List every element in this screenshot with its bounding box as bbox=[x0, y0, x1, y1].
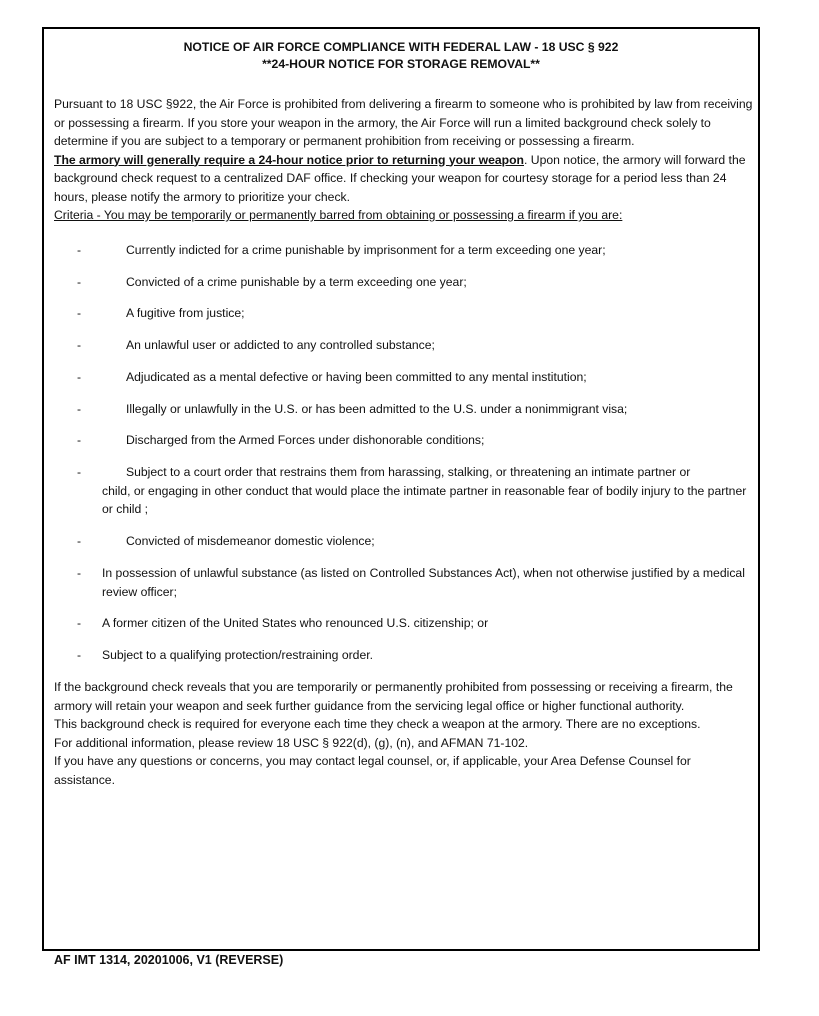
criteria-text: Subject to a court order that restrains them from harassing, stalking, or threatening an intimate partner or bbox=[126, 465, 691, 479]
criteria-text: Illegally or unlawfully in the U.S. or has been admitted to the U.S. under a nonimmigrant visa; bbox=[126, 402, 628, 416]
bullet-dash: - bbox=[77, 465, 82, 479]
notice-paragraph bbox=[54, 151, 754, 207]
bullet-dash: - bbox=[77, 275, 82, 289]
bullet-dash: - bbox=[77, 306, 82, 320]
criteria-text: Subject to a qualifying protection/restraining order. bbox=[102, 648, 373, 662]
criteria-text: A former citizen of the United States who renounced U.S. citizenship; or bbox=[102, 616, 489, 630]
notice-bold: The armory will generally require a 24-hour notice prior to returning your weapon bbox=[54, 152, 524, 167]
bullet-dash: - bbox=[77, 566, 82, 580]
criteria-text: Adjudicated as a mental defective or having been committed to any mental institution; bbox=[126, 370, 587, 384]
bullet-dash: - bbox=[77, 370, 82, 384]
criteria-heading: Criteria - You may be temporarily or permanently barred from obtaining or possessing a firearm if you are: bbox=[54, 208, 623, 222]
criteria-text: Convicted of misdemeanor domestic violence; bbox=[126, 534, 375, 548]
closing-paragraph: If the background check reveals that you are temporarily or permanently prohibited from possessing or receiving a firearm, the armory will retain your weapon and seek further guidance from the servicing legal office or higher functional authority. bbox=[54, 680, 733, 713]
intro-block bbox=[54, 95, 754, 225]
bullet-dash: - bbox=[77, 338, 82, 352]
form-frame bbox=[42, 27, 760, 951]
form-footer-id: AF IMT 1314, 20201006, V1 (REVERSE) bbox=[54, 953, 284, 967]
intro-paragraph: Pursuant to 18 USC §922, the Air Force is prohibited from delivering a firearm to someone who is prohibited by law from receiving or possessing a firearm. If you store your weapon in the armory, the Air Force will run a limited background check solely to determine if you are subject to a temporary or permanent prohibition from receiving or possessing a firearm. bbox=[54, 97, 753, 148]
bullet-dash: - bbox=[77, 243, 82, 257]
bullet-dash: - bbox=[77, 616, 82, 630]
notice-rest: . Upon notice, the armory will forward the background check request to a centralized DAF office. If checking your weapon for courtesy storage for a period less than 24 hours, please notify the armory to prioritize your check. bbox=[54, 152, 746, 204]
criteria-text-continued: child, or engaging in other conduct that would place the intimate partner in reasonable fear of bodily injury to the partner or child ; bbox=[102, 483, 747, 516]
bullet-dash: - bbox=[77, 433, 82, 447]
form-title: NOTICE OF AIR FORCE COMPLIANCE WITH FEDERAL LAW - 18 USC § 922 bbox=[183, 40, 619, 54]
bullet-dash: - bbox=[77, 648, 82, 662]
criteria-text: An unlawful user or addicted to any controlled substance; bbox=[126, 338, 435, 352]
closing-paragraph: For additional information, please review 18 USC § 922(d), (g), (n), and AFMAN 71-102. bbox=[54, 735, 529, 750]
bullet-dash: - bbox=[77, 534, 82, 548]
form-subtitle: **24-HOUR NOTICE FOR STORAGE REMOVAL** bbox=[262, 57, 540, 71]
criteria-text: In possession of unlawful substance (as listed on Controlled Substances Act), when not otherwise justified by a medical review officer; bbox=[102, 566, 745, 599]
closing-block bbox=[54, 678, 754, 789]
criteria-text: A fugitive from justice; bbox=[126, 306, 245, 320]
closing-paragraph: This background check is required for everyone each time they check a weapon at the armory. There are no exceptions. bbox=[54, 717, 701, 731]
closing-paragraph: If you have any questions or concerns, you may contact legal counsel, or, if applicable, your Area Defense Counsel for assistance. bbox=[54, 754, 691, 787]
criteria-text: Convicted of a crime punishable by a term exceeding one year; bbox=[126, 275, 467, 289]
bullet-dash: - bbox=[77, 402, 82, 416]
criteria-text: Currently indicted for a crime punishable by imprisonment for a term exceeding one year; bbox=[126, 243, 606, 257]
criteria-text: Discharged from the Armed Forces under dishonorable conditions; bbox=[126, 433, 485, 447]
